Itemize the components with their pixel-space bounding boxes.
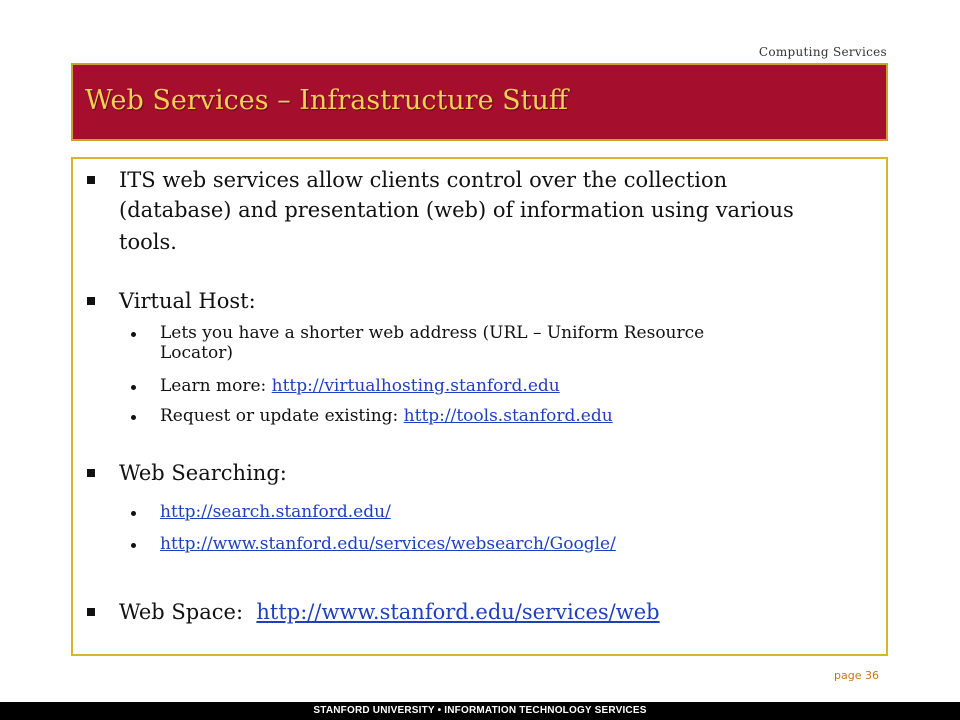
round-bullet-icon (131, 543, 136, 548)
virtual-host-desc-line-2: Locator) (160, 343, 234, 363)
web-space-link[interactable]: http://www.stanford.edu/services/web (256, 600, 660, 624)
slide-title: Web Services – Infrastructure Stuff (85, 85, 569, 116)
round-bullet-icon (131, 385, 136, 390)
intro-line-1: ITS web services allow clients control over the collection (119, 168, 728, 192)
department-label: Computing Services (758, 45, 887, 59)
tools-link[interactable]: http://tools.stanford.edu (403, 406, 613, 426)
virtual-host-heading: Virtual Host: (119, 289, 256, 313)
request-update-label: Request or update existing: (160, 406, 404, 426)
square-bullet-icon (87, 176, 95, 184)
web-searching-heading: Web Searching: (119, 461, 287, 485)
page-number: page 36 (834, 669, 879, 682)
footer-banner: STANFORD UNIVERSITY • INFORMATION TECHNOLOGY SERVICES (0, 702, 960, 720)
square-bullet-icon (87, 469, 95, 477)
learn-more-label: Learn more: (160, 376, 272, 396)
title-banner (71, 63, 888, 141)
web-space-label: Web Space: (119, 600, 257, 624)
square-bullet-icon (87, 297, 95, 305)
round-bullet-icon (131, 332, 136, 337)
search-link[interactable]: http://search.stanford.edu/ (160, 502, 391, 522)
virtual-host-desc-line-1: Lets you have a shorter web address (URL – Uniform Resource (160, 323, 705, 343)
round-bullet-icon (131, 511, 136, 516)
intro-line-3: tools. (119, 230, 177, 254)
virtualhosting-link[interactable]: http://virtualhosting.stanford.edu (271, 376, 560, 396)
content-panel (71, 157, 888, 656)
google-search-link[interactable]: http://www.stanford.edu/services/websearch/Google/ (160, 534, 616, 554)
intro-line-2: (database) and presentation (web) of information using various (119, 198, 794, 222)
square-bullet-icon (87, 608, 95, 616)
round-bullet-icon (131, 415, 136, 420)
